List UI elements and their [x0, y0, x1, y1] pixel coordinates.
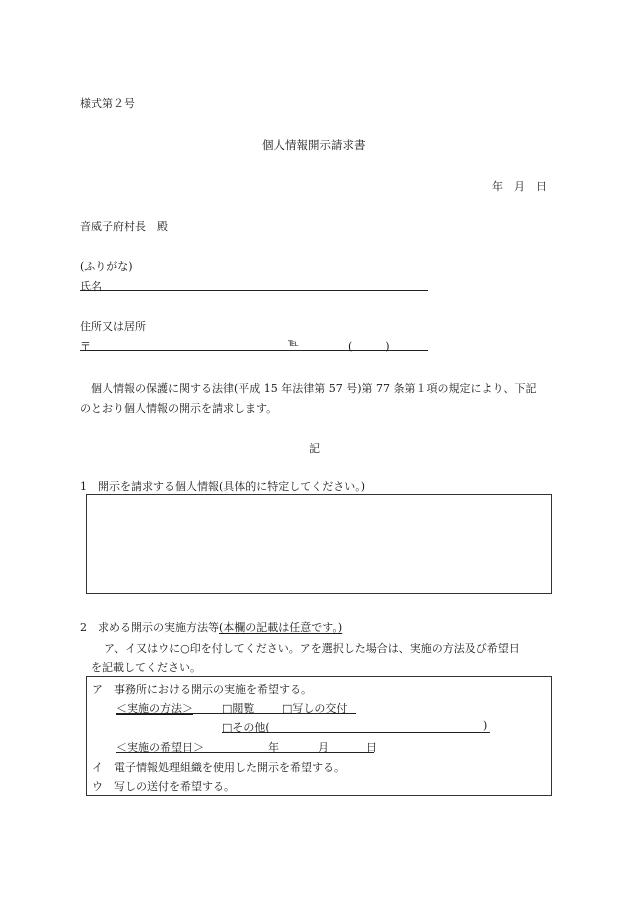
- option-u[interactable]: ウ 写しの送付を希望する。: [92, 780, 235, 793]
- form-number: 様式第２号: [80, 97, 135, 110]
- name-underline: [80, 290, 428, 291]
- method-other-checkbox[interactable]: □その他(: [222, 721, 270, 734]
- postal-mark: 〒: [80, 340, 91, 353]
- intro-line-2: のとおり個人情報の開示を請求します。: [80, 402, 278, 415]
- instruction-line-2: を記載してください。: [91, 661, 201, 674]
- method-copy-checkbox[interactable]: □写しの交付: [282, 702, 348, 715]
- section2-heading-prefix: 2 求める開示の実施方法等: [80, 621, 219, 634]
- date-day: 日: [366, 741, 377, 754]
- option-a[interactable]: ア 事務所における開示の実施を希望する。: [92, 683, 312, 696]
- date-line: 年 月 日: [492, 180, 547, 193]
- section2-heading: [80, 619, 342, 635]
- option-i[interactable]: イ 電子情報処理組織を使用した開示を希望する。: [92, 761, 345, 774]
- method-view-checkbox[interactable]: □閲覧: [222, 702, 255, 715]
- method-other-underline: [222, 732, 490, 733]
- furigana-label: (ふりがな): [80, 260, 133, 273]
- instruction-line-1: ア、イ又はウに○印を付してください。アを選択した場合は、実施の方法及び希望日: [104, 642, 520, 655]
- date-underline: [116, 752, 374, 753]
- date-label: ＜実施の希望日＞: [116, 741, 204, 754]
- page-title: 個人情報開示請求書: [262, 138, 366, 152]
- tel-paren: ( ): [348, 340, 390, 353]
- date-year: 年: [268, 741, 279, 754]
- section2-heading-note: (本欄の記載は任意です。): [219, 621, 343, 634]
- ki-heading: 記: [309, 442, 320, 455]
- address-underline: [80, 350, 428, 351]
- name-label: 氏名: [80, 280, 102, 293]
- method-other-close: ): [483, 719, 488, 732]
- date-month: 月: [318, 741, 329, 754]
- tel-mark: ℡: [288, 338, 299, 349]
- address-label: 住所又は居所: [80, 320, 146, 333]
- method-label: ＜実施の方法＞: [116, 702, 193, 715]
- intro-line-1: 個人情報の保護に関する法律(平成 15 年法律第 57 号)第 77 条第１項の規定により、下記: [91, 382, 537, 395]
- addressee: 音威子府村長 殿: [80, 220, 168, 233]
- requested-info-box[interactable]: [86, 494, 552, 594]
- section1-heading: 1 開示を請求する個人情報(具体的に特定してください。): [80, 480, 366, 493]
